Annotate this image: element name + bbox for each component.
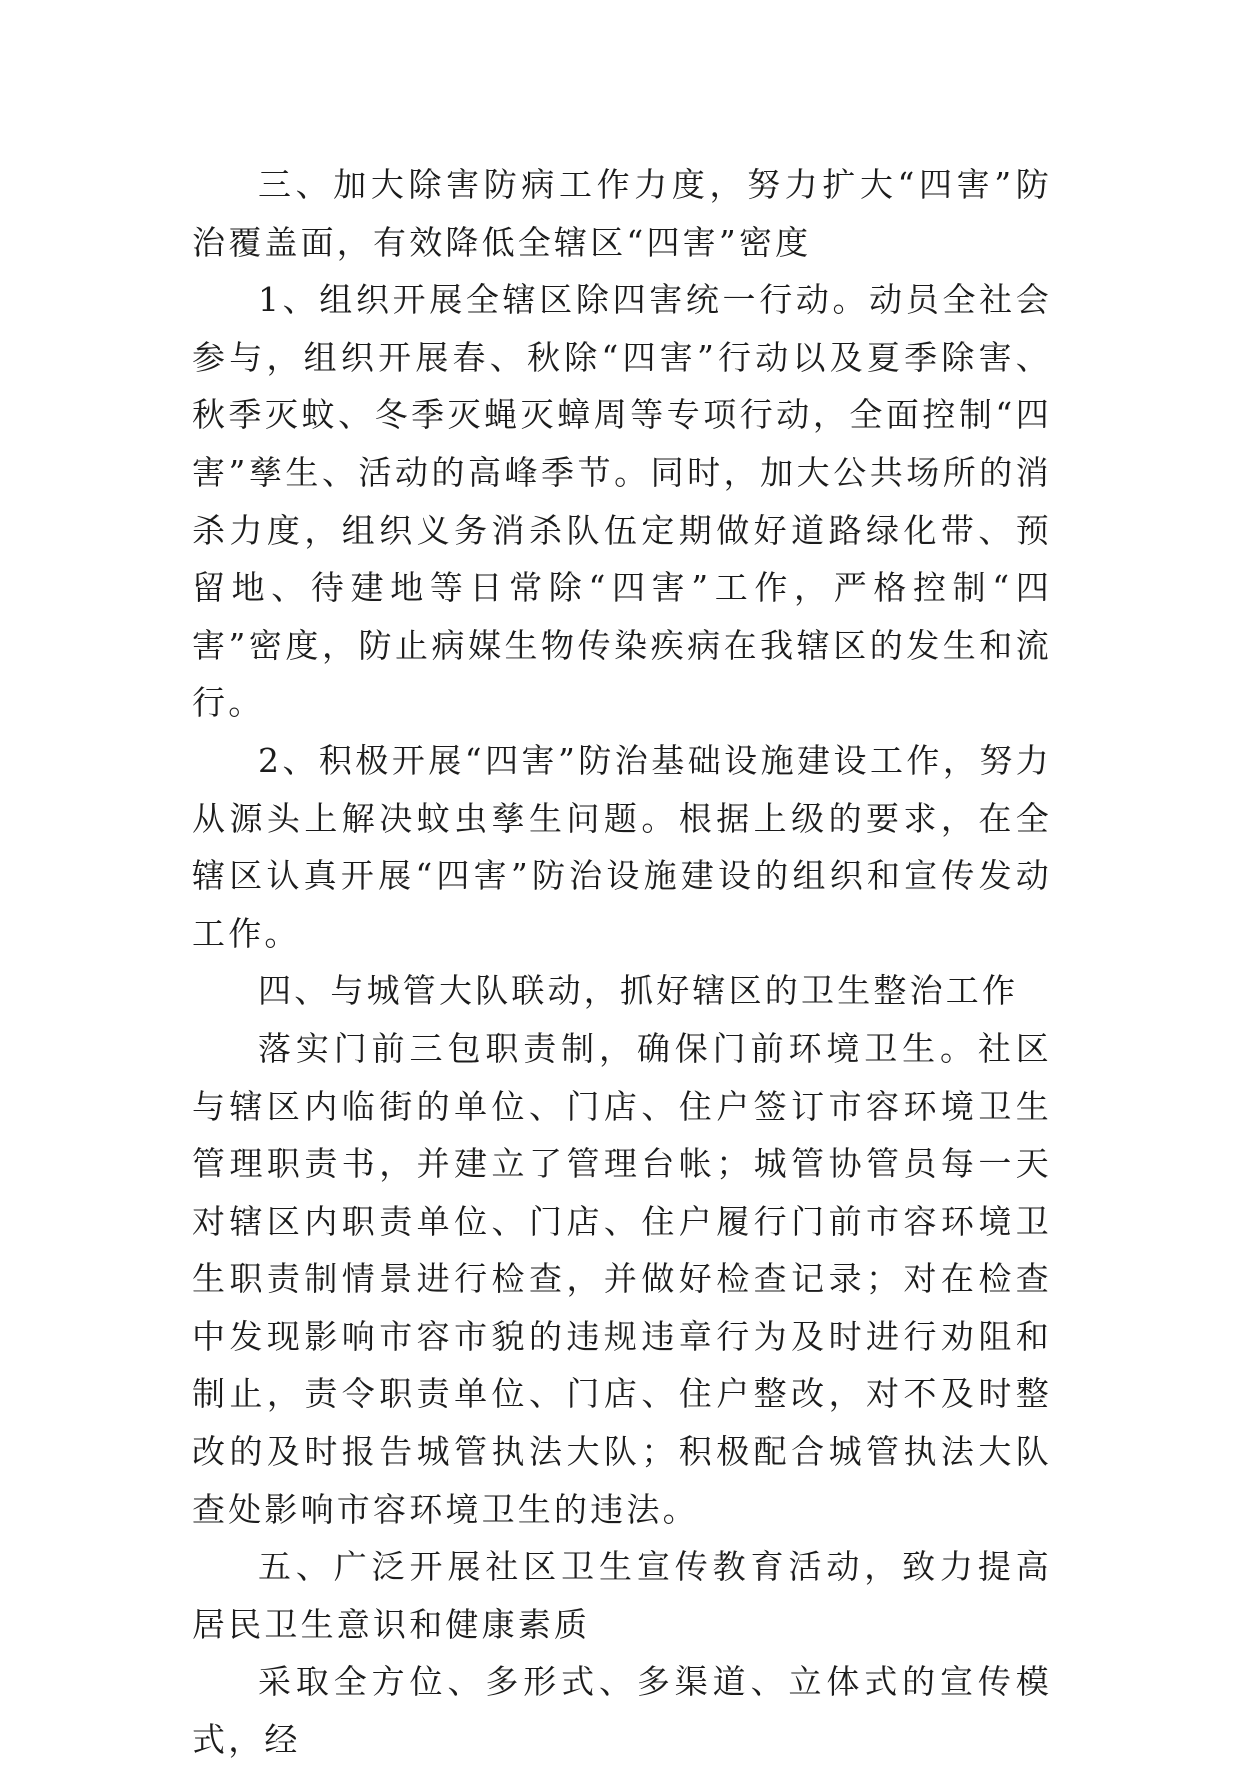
paragraph-item-2: 2、积极开展“四害”防治基础设施建设工作，努力从源头上解决蚊虫孳生问题。根据上级的要求，在全辖区认真开展“四害”防治设施建设的组织和宣传发动工作。 <box>192 740 1052 953</box>
section-heading-five: 五、广泛开展社区卫生宣传教育活动，致力提高居民卫生意识和健康素质 <box>192 1547 1052 1644</box>
section-heading-three: 三、加大除害防病工作力度，努力扩大“四害”防治覆盖面，有效降低全辖区“四害”密度 <box>192 165 1052 262</box>
paragraph-section-five-body: 采取全方位、多形式、多渠道、立体式的宣传模式，经 <box>192 1662 1052 1760</box>
document-body <box>192 156 1052 1769</box>
paragraph-item-1: 1、组织开展全辖区除四害统一行动。动员全社会参与，组织开展春、秋除“四害”行动以及夏季除害、秋季灭蚊、冬季灭蝇灭蟑周等专项行动，全面控制“四害”孳生、活动的高峰季节。同时，加大公共场所的消杀力度，组织义务消杀队伍定期做好道路绿化带、预留地、待建地等日常除“四害”工作，严格控制“四害”密度，防止病媒生物传染疾病在我辖区的发生和流行。 <box>192 280 1052 723</box>
section-heading-four: 四、与城管大队联动，抓好辖区的卫生整治工作 <box>258 971 1019 1011</box>
paragraph-section-four-body: 落实门前三包职责制，确保门前环境卫生。社区与辖区内临街的单位、门店、住户签订市容环境卫生管理职责书，并建立了管理台帐；城管协管员每一天对辖区内职责单位、门店、住户履行门前市容环境卫生职责制情景进行检查，并做好检查记录；对在检查中发现影响市容市貌的违规违章行为及时进行劝阻和制止，责令职责单位、门店、住户整改，对不及时整改的及时报告城管执法大队；积极配合城管执法大队查处影响市容环境卫生的违法。 <box>192 1028 1052 1529</box>
